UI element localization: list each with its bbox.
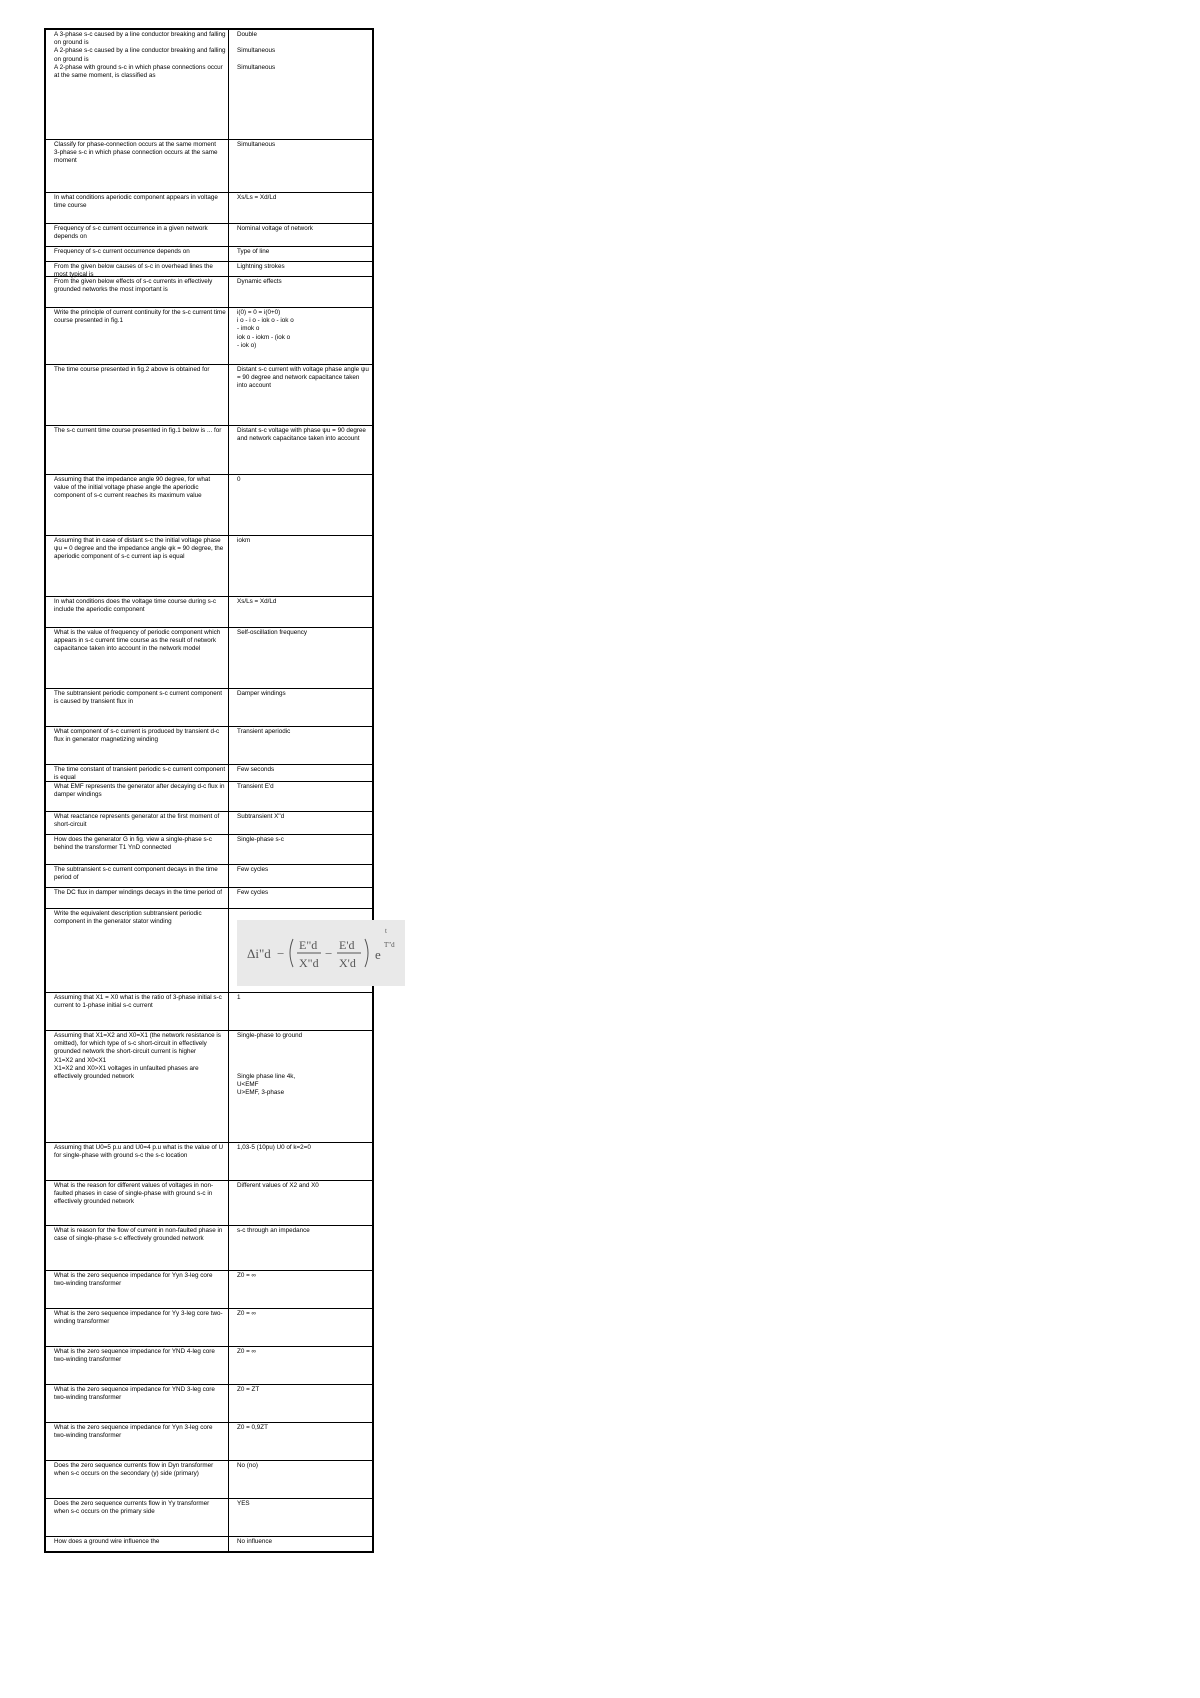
table-row [46, 764, 372, 781]
question-cell: What is the reason for different values of voltages in non-faulted phases in case of single-phase with ground s-c in effectively grounded network [46, 1181, 229, 1225]
question-cell: Frequency of s-c current occurrence in a given network depends on [46, 224, 229, 246]
table-row [46, 811, 372, 834]
question-cell: What is the zero sequence impedance for YND 4-leg core two-winding transformer [46, 1347, 229, 1384]
question-cell: The subtransient periodic component s-c current component is caused by transient flux in [46, 689, 229, 726]
question-cell: Does the zero sequence currents flow in Dyn transformer when s-c occurs on the secondary (y) side (primary) [46, 1461, 229, 1498]
question-cell: Frequency of s-c current occurrence depends on [46, 247, 229, 261]
table-row [46, 781, 372, 811]
table-row [46, 834, 372, 864]
table-row [46, 1308, 372, 1346]
formula-prefix: Δi"d [247, 946, 271, 961]
formula-svg [241, 923, 401, 983]
question-cell: How does the generator G in fig. view a single-phase s-c behind the transformer T1 YnD connected [46, 835, 229, 864]
question-cell: In what conditions aperiodic component appears in voltage time course [46, 193, 229, 223]
formula-den1: X"d [299, 956, 319, 970]
table-row [46, 307, 372, 364]
answer-cell: YES [237, 1500, 250, 1507]
table-row [46, 30, 372, 139]
question-cell: Write the equivalent description subtransient periodic component in the generator stator winding [46, 909, 229, 992]
answer-cell: No (no) [237, 1462, 258, 1469]
left-paren [290, 939, 293, 967]
table-row [46, 1270, 372, 1308]
table-row [46, 992, 372, 1030]
answer-cell: Z0 = ZT [237, 1386, 260, 1393]
answer-cell: Nominal voltage of network [237, 225, 313, 232]
table-row [46, 1460, 372, 1498]
question-cell: What component of s-c current is produced by transient d-c flux in generator magnetizing winding [46, 727, 229, 764]
question-cell: What is the zero sequence impedance for Yyn 3-leg core two-winding transformer [46, 1271, 229, 1308]
answer-cell: No influence [237, 1538, 273, 1545]
answer-cell: Xs/Ls = Xd/Ld [237, 194, 277, 201]
question-cell: The time constant of transient periodic s-c current component is equal [46, 765, 229, 781]
answer-cell: Single-phase to ground Single phase line 4k, U<EMF U>EMF, 3-phase [237, 1032, 303, 1097]
answer-cell [229, 909, 407, 992]
question-cell: The s-c current time course presented in fig.1 below is ... for [46, 426, 229, 474]
question-cell: Assuming that X1 = X0 what is the ratio of 3-phase initial s-c current to 1-phase initial s-c current [46, 993, 229, 1030]
answer-cell: Double Simultaneous Simultaneous [237, 31, 276, 71]
table-row [46, 1030, 372, 1142]
answer-cell: 1 [237, 994, 241, 1001]
answer-cell: Z0 = ∞ [237, 1310, 257, 1317]
question-cell: A 3-phase s-c caused by a line conductor breaking and falling on ground is A 2-phase s-c caused by a line conductor breaking and falling on ground is A 2-phase with ground s-c in which phase connections occur at the same moment, is classified as [46, 30, 229, 139]
question-cell: In what conditions does the voltage time course during s-c include the aperiodic component [46, 597, 229, 627]
table-row [46, 1142, 372, 1180]
table-row [46, 246, 372, 261]
question-cell: What is the zero sequence impedance for Yyn 3-leg core two-winding transformer [46, 1423, 229, 1460]
answer-cell: Z0 = ∞ [237, 1272, 257, 1279]
answer-cell: Z0 = 0,9ZT [237, 1424, 268, 1431]
answer-cell: i(0) = 0 = i(0+0) i o - i o - iok o - iok o - imok o iok o - iokm - (iok o - iok o) [237, 309, 294, 349]
question-cell: What EMF represents the generator after decaying d-c flux in damper windings [46, 782, 229, 811]
answer-cell: Lightning strokes [237, 263, 285, 270]
answer-cell: Few seconds [237, 766, 275, 773]
right-paren [365, 939, 368, 967]
question-cell: What is the zero sequence impedance for YND 3-leg core two-winding transformer [46, 1385, 229, 1422]
answer-cell: Transient E'd [237, 783, 274, 790]
answer-cell: Few cycles [237, 866, 269, 873]
question-cell: What is reason for the flow of current in non-faulted phase in case of single-phase s-c effectively grounded network [46, 1226, 229, 1270]
table-row [46, 1180, 372, 1225]
question-cell: What is the zero sequence impedance for Yy 3-leg core two-winding transformer [46, 1309, 229, 1346]
table-row [46, 627, 372, 688]
answer-cell: Type of line [237, 248, 270, 255]
table-row [46, 864, 372, 887]
table-row [46, 726, 372, 764]
formula-num1: E"d [299, 938, 318, 952]
question-cell: Does the zero sequence currents flow in Yy transformer when s-c occurs on the primary side [46, 1499, 229, 1536]
table-row [46, 1225, 372, 1270]
formula-image [237, 920, 405, 986]
table-row [46, 688, 372, 726]
table-row [46, 425, 372, 474]
answer-cell: Damper windings [237, 690, 286, 697]
answer-cell: Self-oscillation frequency [237, 629, 308, 636]
formula-minus-2: − [325, 946, 333, 961]
table-row [46, 1536, 372, 1551]
answer-cell: Xs/Ls = Xd/Ld [237, 598, 277, 605]
table-row [46, 192, 372, 223]
formula-minus: − [277, 946, 285, 961]
table-row [46, 1498, 372, 1536]
question-cell: What is the value of frequency of periodic component which appears in s-c current time course as the result of network capacitance taken into account in the network model [46, 628, 229, 688]
answer-cell: 0 [237, 476, 241, 483]
table-row [46, 908, 395, 992]
question-cell: The DC flux in damper windings decays in the time period of [46, 888, 229, 908]
formula-exp-den: T"d [384, 941, 395, 949]
question-cell: What reactance represents generator at the first moment of short-circuit [46, 812, 229, 834]
answer-cell: 1,03-5 (10pu) U0 of k=2=0 [237, 1144, 311, 1151]
table-row [46, 364, 372, 425]
question-cell: Assuming that X1=X2 and X0=X1 (the network resistance is omitted), for which type of s-c short-circuit in effectively grounded network the short-circuit current is higher X1=X2 and X0<X1 X1=X2 and X0>X1 voltages in unfaulted phases are effectively grounded network [46, 1031, 229, 1142]
formula-exp-base: e [375, 947, 381, 962]
table-row [46, 276, 372, 307]
qa-table [44, 28, 395, 1553]
question-cell: How does a ground wire influence the [46, 1537, 229, 1551]
answer-cell: Dynamic effects [237, 278, 282, 285]
table-row [46, 139, 372, 192]
question-cell: Write the principle of current continuity for the s-c current time course presented in fig.1 [46, 308, 229, 364]
question-cell: Assuming that the impedance angle 90 degree, for what value of the initial voltage phase angle the aperiodic component of s-c current reaches its maximum value [46, 475, 229, 535]
question-cell: Classify for phase-connection occurs at the same moment 3-phase s-c in which phase connection occurs at the same moment [46, 140, 229, 192]
formula-num2: E'd [339, 938, 355, 952]
answer-cell: Different values of X2 and X0 [237, 1182, 319, 1189]
formula-den2: X'd [339, 956, 356, 970]
question-cell: The time course presented in fig.2 above is obtained for [46, 365, 229, 425]
table-row [46, 535, 372, 596]
answer-cell: Simultaneous [237, 141, 276, 148]
answer-cell: Z0 = ∞ [237, 1348, 257, 1355]
table-row [46, 1346, 372, 1384]
question-cell: Assuming that in case of distant s-c the initial voltage phase ψu = 0 degree and the impedance angle φk = 90 degree, the aperiodic component of s-c current iap is equal [46, 536, 229, 596]
answer-cell: iokm [237, 537, 251, 544]
question-cell: The subtransient s-c current component decays in the time period of [46, 865, 229, 887]
table-row [46, 474, 372, 535]
question-cell: From the given below causes of s-c in overhead lines the most typical is [46, 262, 229, 276]
answer-cell: Subtransient X''d [237, 813, 285, 820]
question-cell: Assuming that U0=5 p.u and U0=4 p.u what is the value of U for single-phase with ground s-c the s-c location [46, 1143, 229, 1180]
answer-cell: Distant s-c voltage with phase ψu = 90 degree and network capacitance taken into account [237, 427, 366, 443]
answer-cell: Transient aperiodic [237, 728, 291, 735]
table-row [46, 596, 372, 627]
table-row [46, 1422, 372, 1460]
question-cell: From the given below effects of s-c currents in effectively grounded networks the most important is [46, 277, 229, 307]
answer-cell: s-c through an impedance [237, 1227, 310, 1234]
table-row [46, 261, 372, 279]
answer-cell: Few cycles [237, 889, 269, 896]
table-row [46, 223, 372, 246]
formula-exp-num: t [385, 927, 387, 935]
answer-cell: Single-phase s-c [237, 836, 284, 843]
table-row [46, 1384, 372, 1422]
table-row [46, 887, 372, 908]
answer-cell: Distant s-c current with voltage phase angle ψu = 90 degree and network capacitance taken into account [237, 366, 369, 390]
